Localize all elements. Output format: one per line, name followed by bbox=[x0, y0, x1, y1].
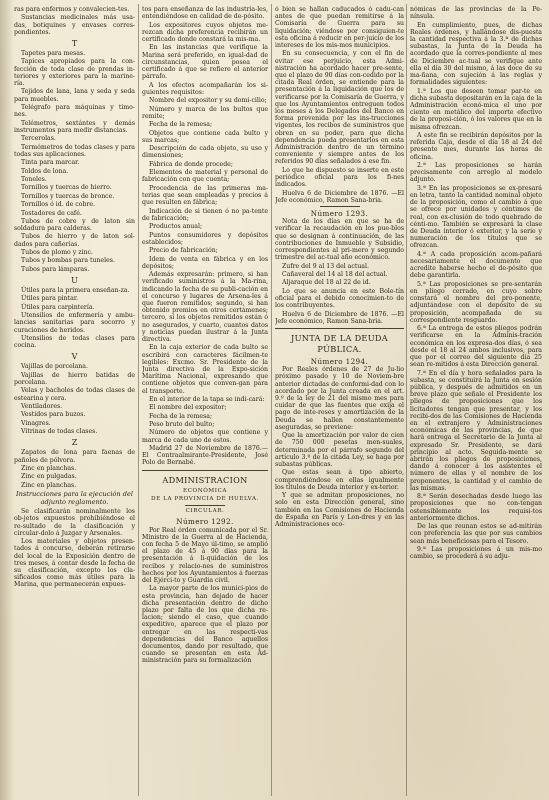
paragraph: Zufre del 9 al 13 del actual. bbox=[282, 262, 369, 270]
paragraph: En la caja exterior de cada bulto se escribirá con caracteres fácilmen-te legibles: Excmo. Sr. Presidente de la Junta directiva de la Expo-sición Marítima Nacional, expresando que contiene objetos que conven-gan para el transporte. bbox=[142, 344, 268, 395]
subheading: ECONÓMICA bbox=[182, 487, 228, 494]
paragraph: 3.ª En las proposiciones se ex-presará en letra, tanto la cantidad nominal objeto de la proposición, como el cambio á que se ofrece por unidades y céntimos de real, con ex-clusión de todo quebrado de cénti-mo. También se expresará la clase de Deuda interior ó exterior, y la serie y numeración de los títulos que se ofrezcan. bbox=[410, 184, 542, 250]
paragraph: En el interior de la tapa se indi-cará: bbox=[149, 395, 265, 403]
paragraph: Termómetros de todas clases y para todas sus aplicaciones. bbox=[14, 143, 135, 158]
paragraph: Aljaraque del 18 al 22 de id. bbox=[282, 279, 371, 287]
paragraph: Tubos de hierro y de laton sol-dados para cañerías. bbox=[14, 233, 135, 248]
paragraph: Los materiales y objetos presen-tados á concurso, deberán retirarse del local de la Exposición dentro de tres meses, á contar desde la fecha de su clasificación, excepto los cla-sificados como más útiles para la Marina, que permanecerán expues- bbox=[14, 538, 135, 589]
paragraph: Los expositores cuyos objetos me-rezcan dicha preferencia recibirán un certificado donde constará la mis-ma. bbox=[142, 21, 268, 43]
paragraph: Tubos de cobre y de laton sin soldadura para calderas. bbox=[14, 217, 135, 233]
paragraph: Y que se admitan proposiciones, no solo en esta Dirección general, sino también en las Comisiones de Hacienda de España en París y Lon-dres y en las Administraciones eco- bbox=[275, 492, 404, 529]
paragraph: 7.ª En el día y hora señalados para la subasta, se constituirá la Junta en sesión pública, y después de admitidos en un breve plazo que señale el Presidente los pliegos de proposiciones que los licitadores tengan que presentar, y los recibi-dos de las Comisiones de Hacienda en el extranjero y Administraciones económicas de las provincias, de que hará entrega el Secretario de la Junta al expresado Sr. Presidente, se dará principio al acto. Seguida-mente se abrirán los pliegos de proposiciones, dando á conocer á los asistentes el número de ellas y el nombre de los proponentes, la cantidad y el cambio de las mismas. bbox=[410, 369, 542, 492]
paragraph: Lo que he dispuesto se inserte en este periódico oficial para los fi-nes indicados. bbox=[275, 166, 404, 189]
paragraph: Huelva 6 de Diciembre de 1876. —El Jefe económico, Ramon Sana-bria. bbox=[275, 310, 404, 325]
paragraph: Nombre del expositor y su domi-cilio; bbox=[149, 97, 267, 105]
alphabet-heading: T bbox=[71, 39, 78, 48]
section-divider bbox=[142, 470, 268, 471]
number-heading: Número 1292. bbox=[176, 517, 234, 527]
paragraph: 9.ª Las proposiciones á un mis-mo cambio, se procederá á su adju- bbox=[410, 546, 542, 561]
paragraph: Tornillos ó id. de cobre. bbox=[21, 201, 96, 209]
paragraph: Tornillos y tuercas de hierro. bbox=[21, 184, 112, 192]
paragraph: En las instancias que verifique la Marina será preferido, en igual-dad de circunstancias, quien posea el certificado á que se refiere el anterior párrafo. bbox=[142, 44, 268, 81]
paragraph: Número de objetos que contiene y marca de cada uno de estos. bbox=[142, 429, 268, 444]
paragraph: Que la amortización por valor de cien de 750 000 pesetas men-suales, determinada por el párrafo segundo del artículo 3.º de la citada Ley, se haga por subastas públicas. bbox=[275, 432, 404, 469]
paragraph: Tubos y bombas para tuneles. bbox=[21, 257, 115, 265]
column-rule bbox=[406, 4, 407, 796]
paragraph: 2.ª Las proposiciones se harán precisamente con arreglo al modelo adjunto. bbox=[410, 162, 542, 184]
paragraph: ó bien se hallan caducados ó cadu-can antes de que puedan remitirse á la Comisaría de Guerra para su liquidación; viéndose por consiguien-te esta oficina á reducir en per-juicio de los intereses de los mis-mos municipios. bbox=[275, 6, 404, 50]
section-divider bbox=[185, 505, 225, 506]
paragraph: Tapetes para mesas. bbox=[21, 50, 86, 57]
paragraph: Por Real órden comunicada por el Sr. Ministro de la Guerra al de Hacienda, con fecha 5 de Mayo úl-timo, se amplió el plazo de 45 á 90 días para la presentación á li-quidación de los recibos y relacio-nes de suministros hechos por los Ayuntamientos á fuerzas del Ejérci-to y Guardia civil. bbox=[142, 526, 268, 584]
paragraph: Toldos de lona. bbox=[21, 167, 69, 175]
paragraph: Se clasificarán nominalmente los ob-jetos expuestos prohibiéndose el re-sultado de la clasificación y circular-dolo á Juzgar y Arsenales. bbox=[14, 508, 135, 537]
italic-heading: Instrucciones para la ejecución del adjunto reglamento. bbox=[16, 489, 133, 506]
section-divider bbox=[275, 328, 404, 329]
paragraph: 4.ª A cada proposición acom-pañará necesariamente el documento que acredite haberse hecho el de-pósito que debe garantirla. bbox=[410, 250, 542, 280]
paragraph: Sustancias medicinales más usa-das, botiquines y envases corres-pondientes. bbox=[14, 14, 135, 36]
paragraph: Útiles para la primera enseñan-za. bbox=[21, 287, 130, 295]
alphabet-heading: U bbox=[71, 276, 78, 286]
paragraph: Vajillas de hierro batidas de porcelana. bbox=[14, 371, 135, 387]
column-4 bbox=[410, 6, 542, 796]
paragraph: El nombre del expositor; bbox=[149, 404, 227, 412]
paragraph: Telégrafo para máquinas y timo-nes. bbox=[14, 103, 135, 119]
paragraph: Telémetros, sextántes y demás instrumentos para medir distancias. bbox=[14, 119, 135, 134]
paragraph: En su consecuencia, y con el fin de evitar ese perjuicio, esta Admi-nistración ha acordado hacer pre-sente, que el plazo de 90 días con-cedido por la citada Real órden, se entiende para la presentación á la liquidación que los de verificarse por la Comisaría de Guerra, y que los Ayuntamientos entreguen todos los meses á los Delegados del Banco en forma prevenida por las ins-trucciones vigentes, los recibos de suministros que obren en su poder, para que dicha dependencia pueda presentarlos en esta Administración dentro de un término conveniente y siempre antes de los referidos 90 días señalados á ese fin. bbox=[275, 50, 404, 166]
paragraph: Tornillos y tuercas de bronce. bbox=[21, 192, 115, 200]
paragraph: Indicación de si tienen ó no pa-tente de fabricación; bbox=[142, 207, 268, 222]
paragraph: Zapatos de lona para faenas de pañoles de pólvora. bbox=[14, 449, 135, 464]
paragraph: Fábrica de donde procede; bbox=[149, 160, 233, 168]
column-2 bbox=[142, 6, 268, 796]
paragraph: Velas y bacholes de todas clases de estearina y cera. bbox=[14, 387, 135, 402]
paragraph: Número y marca de los bultos que remite; bbox=[142, 105, 268, 120]
paragraph: Tubos de plomo y zinc. bbox=[21, 249, 93, 257]
paragraph: 8.ª Serán desechadas desde luego las proposiciones que no con-tengan ostensiblemente los requisi-tos anteriormente dichos. bbox=[410, 493, 542, 522]
paragraph: Tercerolas. bbox=[21, 135, 56, 143]
paragraph: Además expresarán: primero, si han verificado suministros á la Ma-rina, indicando la fecha de su publi-cación en el concurso y lugares de Arsena-les á que fueron remitidos; segundo, si han obtenido premios en otros certámenes; tercero, si los objetos remitidos están ó no asegurados, y cuarto, cuantos datos y noticias puedan ilustrar á la Junta directiva. bbox=[142, 271, 268, 343]
section-heading: JUNTA DE LA DEUDA PÚBLICA. bbox=[291, 333, 388, 355]
paragraph: Productos anual; bbox=[149, 223, 203, 231]
paragraph: Tubos para lámparas. bbox=[21, 265, 90, 273]
column-3 bbox=[275, 6, 404, 796]
column-rule bbox=[271, 4, 272, 796]
paragraph: Útiles para carpintería. bbox=[21, 303, 95, 311]
paragraph: 6.ª La entrega de estos pliegos podrán verificarse en la Adminis-tración económica en los expresa-dos días, ó sea desde el 18 al 24 ambos inclusivos, para que por el correo del siguiente día 25 sean re-mitidos á esta Dirección general. bbox=[410, 325, 542, 369]
paragraph: Útiles para pintar. bbox=[21, 295, 79, 303]
paragraph: Zinc en pulgadas. bbox=[21, 473, 77, 481]
paragraph: tos para enseñanza de las industria-les, entendiéndose en calidad de de-pósito. bbox=[142, 6, 268, 21]
paragraph: 1.ª Los que deseen tomar par-te en dicha subasta depositarán en la caja de la Administración econó-mica el uno por ciento en metálico del importe efectivo de la proposi-ción, ó los valores que en la misma ofrezcan. bbox=[410, 87, 542, 131]
paragraph: Tejidos de lana, lana y seda y seda para muebles. bbox=[14, 88, 135, 103]
column-1 bbox=[14, 6, 135, 796]
paragraph: Descripción de cada objeto, su uso y dimensiones; bbox=[142, 145, 268, 160]
paragraph: Zinc en planchas. bbox=[21, 464, 77, 472]
number-heading: Número 1293. bbox=[310, 209, 369, 219]
paragraph: Nota de los días en que se ha de verificar la recaudación en los pue-blos que se designan á continuación, de las contribuciones de Inmueble y Subsidio, correspondientes al pri-mero y segundo trimestre del ac-tual año económico. bbox=[275, 218, 404, 262]
paragraph: Utensilios de enfermería y ambu-lancias sanitarias para socorro y curaciones de heridos. bbox=[14, 312, 135, 334]
paragraph: Fecha de la remesa; bbox=[149, 121, 213, 129]
column-rule bbox=[138, 4, 139, 796]
paragraph: Idem de venta en fábrica y en los depósitos; bbox=[142, 255, 268, 270]
paragraph: Madrid 27 de Noviembre de 1876.—El Contraalmirante-Presidente, José Polo de Bernabé. bbox=[142, 445, 268, 467]
paragraph: De las que reunan estos se ad-mitirán con preferencia las que por sus cambios sean más beneficiosas para el Tesoro. bbox=[410, 523, 542, 545]
paragraph: Lo que se anuncia en este Bole-tín oficial para el debido conocimien-to de los contribuyentes. bbox=[275, 287, 404, 310]
paragraph: Vestidos para buzos. bbox=[21, 411, 86, 419]
number-heading: Número 1294. bbox=[310, 357, 369, 367]
paragraph: Elementos de material y personal de fabricación con que cuenta; bbox=[142, 169, 268, 184]
section-divider bbox=[320, 206, 360, 207]
paragraph: Vinagres. bbox=[21, 419, 51, 427]
paragraph: Fecha de la remesa; bbox=[149, 412, 213, 420]
alphabet-heading: Z bbox=[71, 438, 78, 448]
paragraph: A este fin se recibirán depósitos por la referida Caja, desde el día 18 al 24 del presente mes, durante las horas de oficina. bbox=[410, 132, 542, 161]
alphabet-heading: V bbox=[71, 352, 78, 362]
paragraph: Tostadores de café. bbox=[21, 209, 82, 217]
paragraph: Zinc en planchas. bbox=[21, 481, 77, 489]
paragraph: Utensilios de todas clases para cocina. bbox=[14, 335, 135, 350]
paragraph: Toneles. bbox=[21, 175, 47, 183]
paragraph: Puntos consumidores y depósitos establecidos; bbox=[142, 231, 268, 246]
section-heading: ADMINISTRACION bbox=[162, 474, 248, 485]
subheading: CIRCULAR. bbox=[185, 508, 225, 515]
paragraph: nómicas de las provincias de la Pe-nínsula. bbox=[410, 6, 542, 21]
paragraph: Objetos que contiene cada bulto y sus marcas; bbox=[142, 129, 268, 144]
paragraph: Procedencia de las primeras ma-terias que sean empleadas y precios á que resulten en fábrica; bbox=[142, 184, 268, 207]
paragraph: Tinta para marcar. bbox=[21, 159, 80, 167]
paragraph: Cañaveral del 14 al 18 del actual. bbox=[282, 271, 388, 279]
paragraph: Ventiladores. bbox=[21, 403, 63, 411]
paragraph: En cumplimiento, pues, de dichas Reales órdenes, y hallándose dis-puesta la cantidad respectiva á la 3.ª de dichas subastas, la Junta de la Deuda ha acordado que la corres-pondiente al mes de Diciembre ac-tual se verifique ante ella el día 30 del mismo, á las doce de su ma-ñana, con sujeción á las reglas y formalidades siguientes: bbox=[410, 21, 542, 87]
paragraph: Peso bruto del bulto; bbox=[149, 421, 215, 429]
paragraph: 5.ª Las proposiciones se pre-sentarán en pliego cerrado, en cuyo sobre constará el nombre del pro-ponente, adjuntándose con el depósito de su proposición, acompañada de su correspondiente resguardo. bbox=[410, 280, 542, 324]
paragraph: A los efectos acompañarán los si-guientes requisitos: bbox=[142, 81, 268, 96]
paragraph: Precio de fabricación; bbox=[149, 247, 218, 255]
paragraph: Vajillas de porcelana. bbox=[21, 363, 88, 371]
paragraph: Tapices apropiados para la con-fección de toda clase de prendas in-teriores y exteriores para la marine-ría. bbox=[14, 58, 135, 87]
paragraph: Por Reales órdenes de 27 de Ju-lio próximo pasado y 10 de Noviem-bre anterior dictadas de conformi-dad con lo acordado por la Junta creada en el art. 9.º de la ley de 21 del mismo mes para cuidar de que las fuentes que exija el pago de inte-reses y amortización de la Deuda se hallen constantemente aseguradas, se previene: bbox=[275, 366, 404, 431]
subheading: DE LA PROVINCIA DE HUELVA. bbox=[151, 495, 259, 502]
paragraph: Que estas sean á tipo abierto, comprendiéndose en ellas igualmente los títulos de Deuda interior y ex-terior. bbox=[275, 469, 404, 491]
page-edge-shadow bbox=[0, 0, 14, 800]
paragraph: La mayor parte de los munici-pios de esta provincia, han dejado de hacer dicha presentación dentro de dicho plazo por falta de los que dicha re-lacion; siendo el caso, que cuando expeditivo, aparece que el plazo por entregar en las respecti-vas dependencias del Banco aquellos documentos, dando por resultado, que cuando se presentan en esta Ad-ministración para su formalización bbox=[142, 585, 268, 665]
paragraph: Vitrinas de todas clases. bbox=[21, 428, 98, 436]
paragraph: Huelva 6 de Diciembre de 1876. —El Jefe económico, Ramon Sana-bria. bbox=[275, 189, 404, 204]
paragraph: ras para enfermos y convalecien-tes. bbox=[14, 6, 130, 13]
